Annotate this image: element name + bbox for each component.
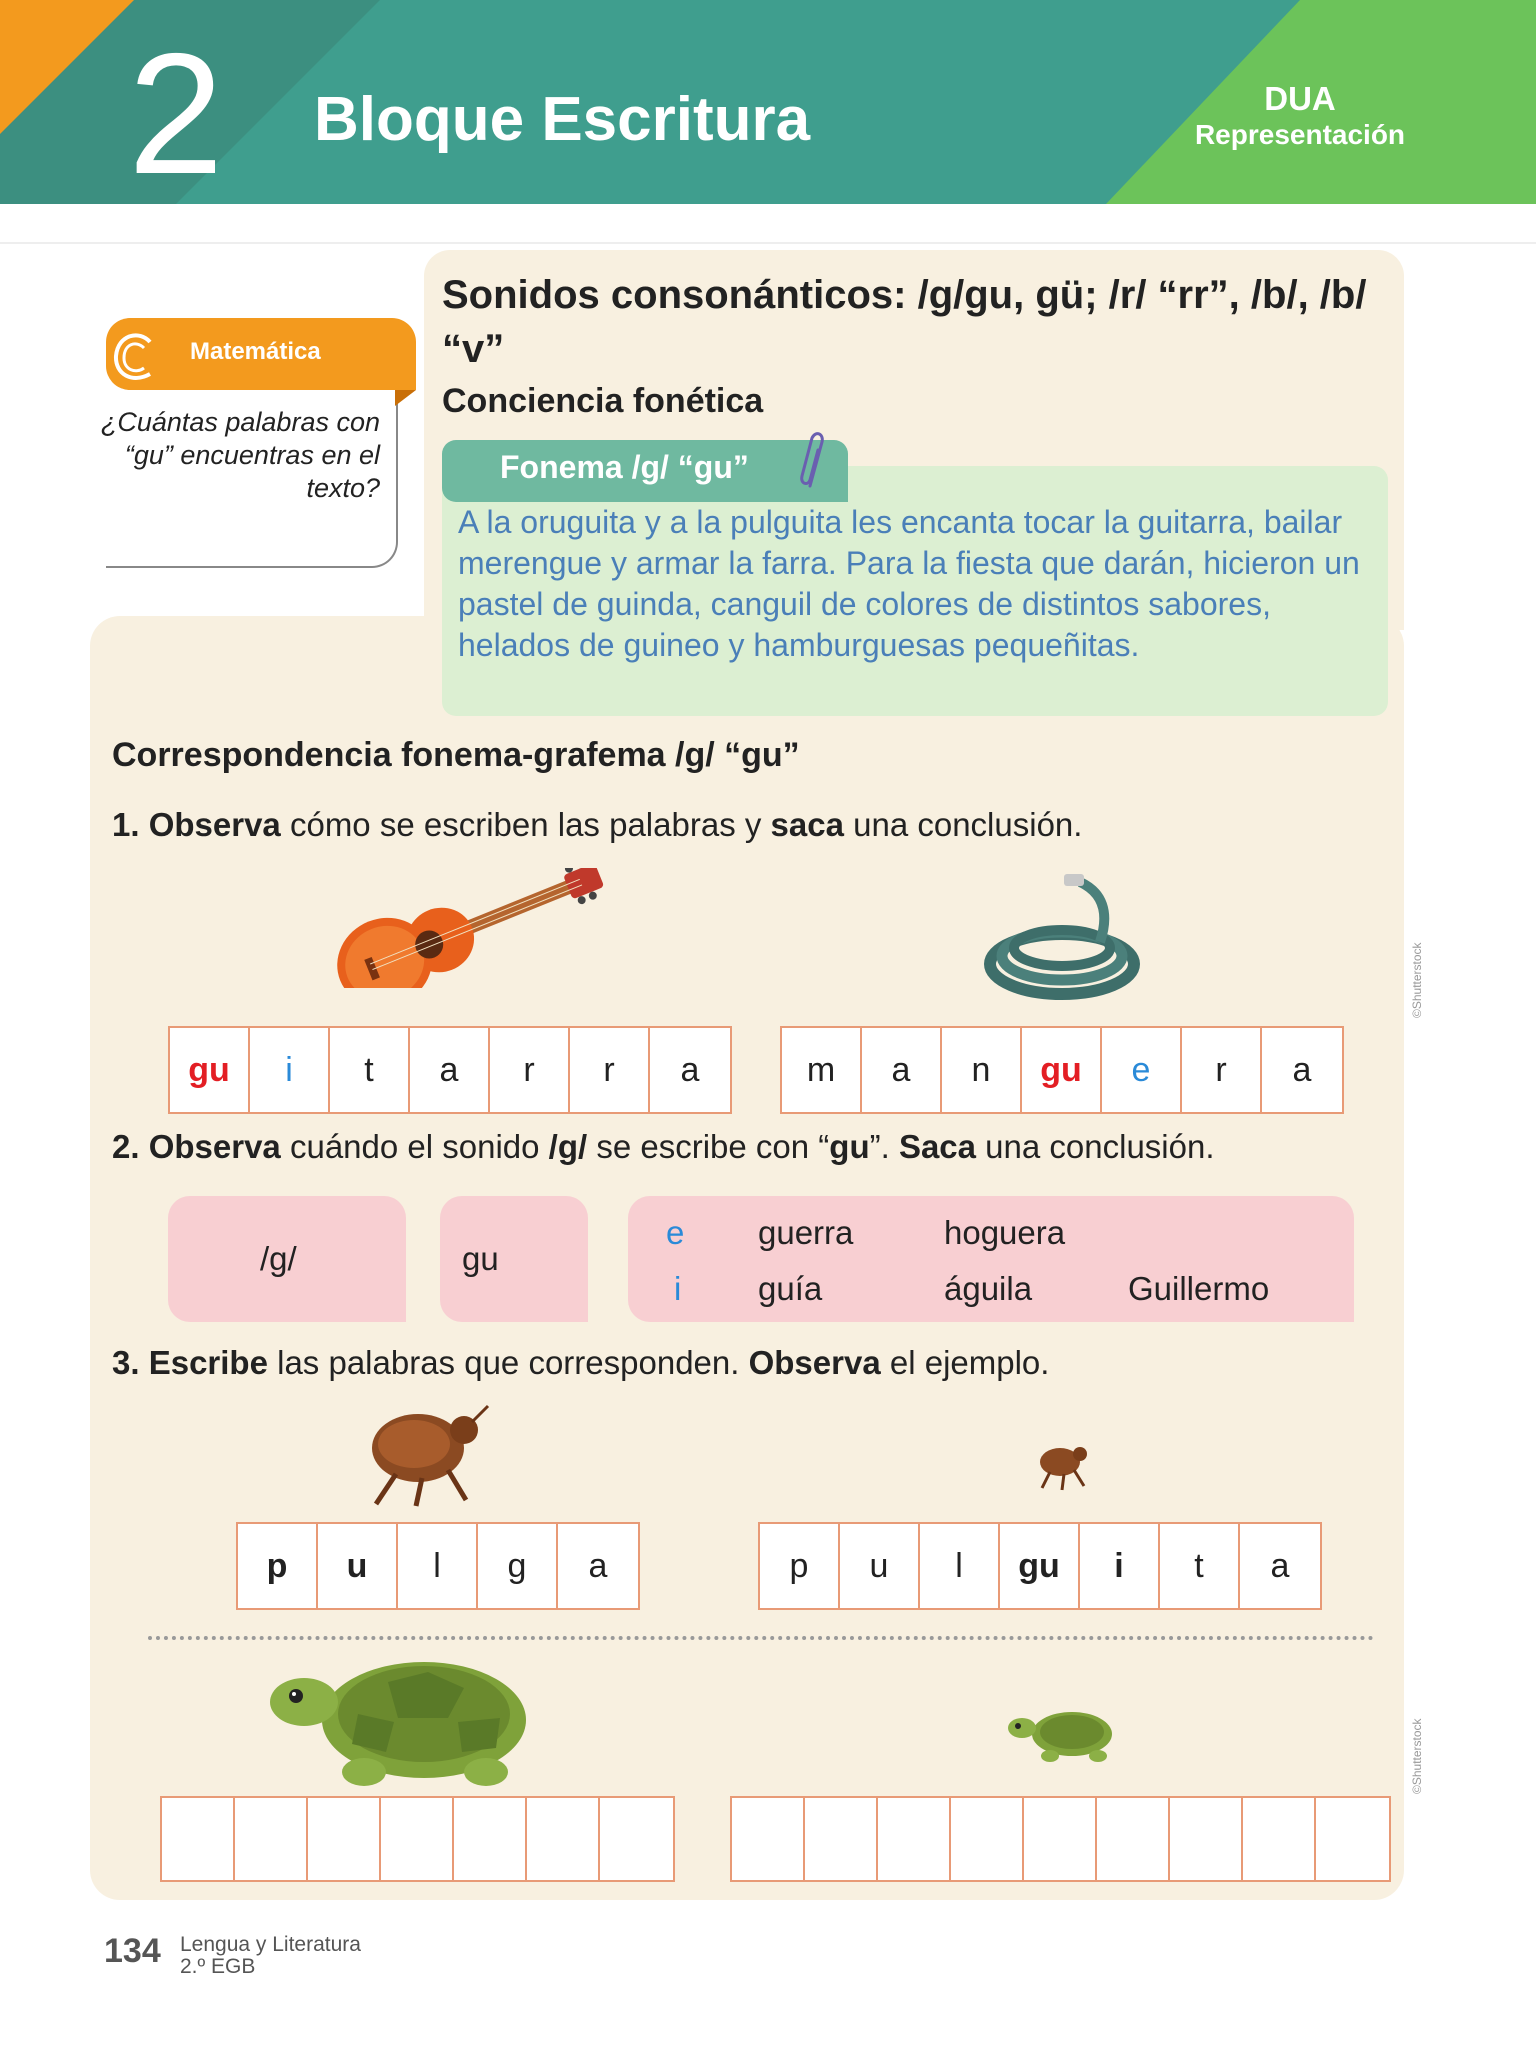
answer-letter-box[interactable] xyxy=(1024,1798,1097,1880)
grade-label: 2.º EGB xyxy=(180,1955,256,1978)
word-grid-pulga xyxy=(236,1522,640,1610)
question-1-text: cómo se escriben las palabras y xyxy=(280,806,771,843)
sidebar-question: ¿Cuántas palabras con “gu” encuentras en el texto? xyxy=(100,407,380,503)
question-3-number: 3. xyxy=(112,1344,140,1381)
letter-box: u xyxy=(318,1524,398,1608)
question-1-verb-2: saca xyxy=(770,806,844,843)
answer-letter-box[interactable] xyxy=(1316,1798,1389,1880)
question-3-verb: Escribe xyxy=(148,1344,268,1381)
subject-label xyxy=(180,1934,361,1978)
answer-letter-box[interactable] xyxy=(308,1798,381,1880)
flea-small-illustration xyxy=(1034,1440,1092,1492)
letter-box: gu xyxy=(1022,1028,1102,1112)
question-3-text-2: el ejemplo. xyxy=(880,1344,1050,1381)
question-1 xyxy=(112,806,1082,844)
dotted-divider xyxy=(148,1636,1374,1640)
example-word: águila xyxy=(944,1270,1033,1307)
letter-box: a xyxy=(588,1546,608,1585)
answer-letter-box[interactable] xyxy=(454,1798,527,1880)
word-grid-manguera xyxy=(780,1026,1344,1114)
reading-passage: A la oruguita y a la pulguita les encanta tocar la guitarra, bailar merengue y armar la farra. Para la fiesta que darán, hicieron un pastel de guinda, canguil de colores de distintos sabores, helados de guineo y hamburguesas pequeñitas. xyxy=(458,504,1360,663)
answer-letter-box[interactable] xyxy=(600,1798,673,1880)
example-word: hoguera xyxy=(944,1214,1066,1251)
answer-letter-box[interactable] xyxy=(805,1798,878,1880)
image-credit: ©Shutterstock xyxy=(1410,1718,1424,1794)
letter-box: l xyxy=(920,1524,1000,1608)
paperclip-icon xyxy=(796,428,832,492)
question-2-verb: Observa xyxy=(148,1128,281,1165)
answer-grid-tortuguita xyxy=(730,1796,1391,1882)
example-word: Guillermo xyxy=(1128,1270,1270,1307)
letter-box: i xyxy=(250,1028,330,1112)
question-1-number: 1. xyxy=(112,806,140,843)
letter-box: p xyxy=(760,1524,840,1608)
answer-letter-box[interactable] xyxy=(732,1798,805,1880)
turtle-small-illustration xyxy=(1006,1706,1120,1766)
example-word: guía xyxy=(758,1270,823,1307)
letter-box: a xyxy=(410,1028,490,1112)
letter-box: a xyxy=(1292,1050,1312,1089)
question-2-verb-2: Saca xyxy=(898,1128,977,1165)
image-credit: ©Shutterstock xyxy=(1410,942,1424,1018)
answer-letter-box[interactable] xyxy=(1170,1798,1243,1880)
letter-box: r xyxy=(490,1028,570,1112)
hose-illustration xyxy=(980,872,1150,1002)
question-3 xyxy=(112,1344,1049,1382)
letter-box: r xyxy=(1182,1028,1262,1112)
page-subtitle: Conciencia fonética xyxy=(442,382,764,420)
letter-box: t xyxy=(330,1028,410,1112)
answer-letter-box[interactable] xyxy=(235,1798,308,1880)
grapheme-gu: gu xyxy=(462,1240,499,1277)
question-2-text-4: una conclusión. xyxy=(976,1128,1215,1165)
vowel-i: i xyxy=(674,1270,682,1307)
phoneme-g: /g/ xyxy=(260,1240,297,1277)
letter-box: m xyxy=(782,1028,862,1112)
letter-box: i xyxy=(1080,1524,1160,1608)
word-grid-guitarra xyxy=(168,1026,732,1114)
question-2-number: 2. xyxy=(112,1128,140,1165)
answer-letter-box[interactable] xyxy=(878,1798,951,1880)
letter-box: g xyxy=(478,1524,558,1608)
guitar-illustration xyxy=(330,868,610,988)
flea-large-illustration xyxy=(356,1400,496,1510)
block-title: Bloque Escritura xyxy=(314,85,811,154)
sidebar-tab-fold xyxy=(395,390,416,406)
chapter-number: 2 xyxy=(128,18,224,204)
question-2-phoneme: /g/ xyxy=(548,1128,588,1165)
section-title: Correspondencia fonema-grafema /g/ “gu” xyxy=(112,736,800,774)
question-1-text-2: una conclusión. xyxy=(843,806,1083,843)
question-2-text-3: ”. xyxy=(869,1128,899,1165)
question-3-verb-2: Observa xyxy=(748,1344,881,1381)
letter-box: p xyxy=(238,1524,318,1608)
answer-letter-box[interactable] xyxy=(951,1798,1024,1880)
page-title: Sonidos consonánticos: /g/gu, gü; /r/ “rr”, /b/, /b/ “v” xyxy=(442,273,1367,371)
letter-box: l xyxy=(398,1524,478,1608)
letter-box: gu xyxy=(1000,1524,1080,1608)
question-1-verb: Observa xyxy=(148,806,281,843)
letter-box: gu xyxy=(170,1028,250,1112)
answer-letter-box[interactable] xyxy=(1243,1798,1316,1880)
letter-box: n xyxy=(942,1028,1022,1112)
dua-subtitle: Representación xyxy=(1194,119,1406,150)
turtle-large-illustration xyxy=(268,1652,540,1794)
word-grid-pulguita xyxy=(758,1522,1322,1610)
letter-box: a xyxy=(1270,1546,1290,1585)
answer-letter-box[interactable] xyxy=(162,1798,235,1880)
example-word: guerra xyxy=(758,1214,854,1251)
question-3-text: las palabras que corresponden. xyxy=(267,1344,749,1381)
letter-box: e xyxy=(1102,1028,1182,1112)
letter-box: a xyxy=(862,1028,942,1112)
question-2-grapheme: gu xyxy=(829,1128,870,1165)
phoneme-tab-label: Fonema /g/ “gu” xyxy=(500,449,749,485)
sidebar-tab-label: Matemática xyxy=(190,338,321,365)
letter-box: r xyxy=(570,1028,650,1112)
dua-title: DUA xyxy=(1264,80,1336,117)
letter-box: t xyxy=(1160,1524,1240,1608)
answer-letter-box[interactable] xyxy=(381,1798,454,1880)
answer-letter-box[interactable] xyxy=(527,1798,600,1880)
page-number: 134 xyxy=(104,1932,161,1970)
chapter-header xyxy=(0,0,1536,204)
question-2-text: cuándo el sonido xyxy=(280,1128,549,1165)
question-2-text-2: se escribe con “ xyxy=(587,1128,830,1165)
answer-grid-tortuga xyxy=(160,1796,675,1882)
letter-box: a xyxy=(680,1050,700,1089)
subject-name: Lengua y Literatura xyxy=(180,1933,361,1956)
header-divider xyxy=(0,242,1536,244)
dua-label xyxy=(1160,80,1440,152)
c-shape-icon xyxy=(110,328,156,388)
question-2 xyxy=(112,1128,1215,1166)
vowel-e: e xyxy=(666,1214,685,1251)
answer-letter-box[interactable] xyxy=(1097,1798,1170,1880)
letter-box: u xyxy=(840,1524,920,1608)
